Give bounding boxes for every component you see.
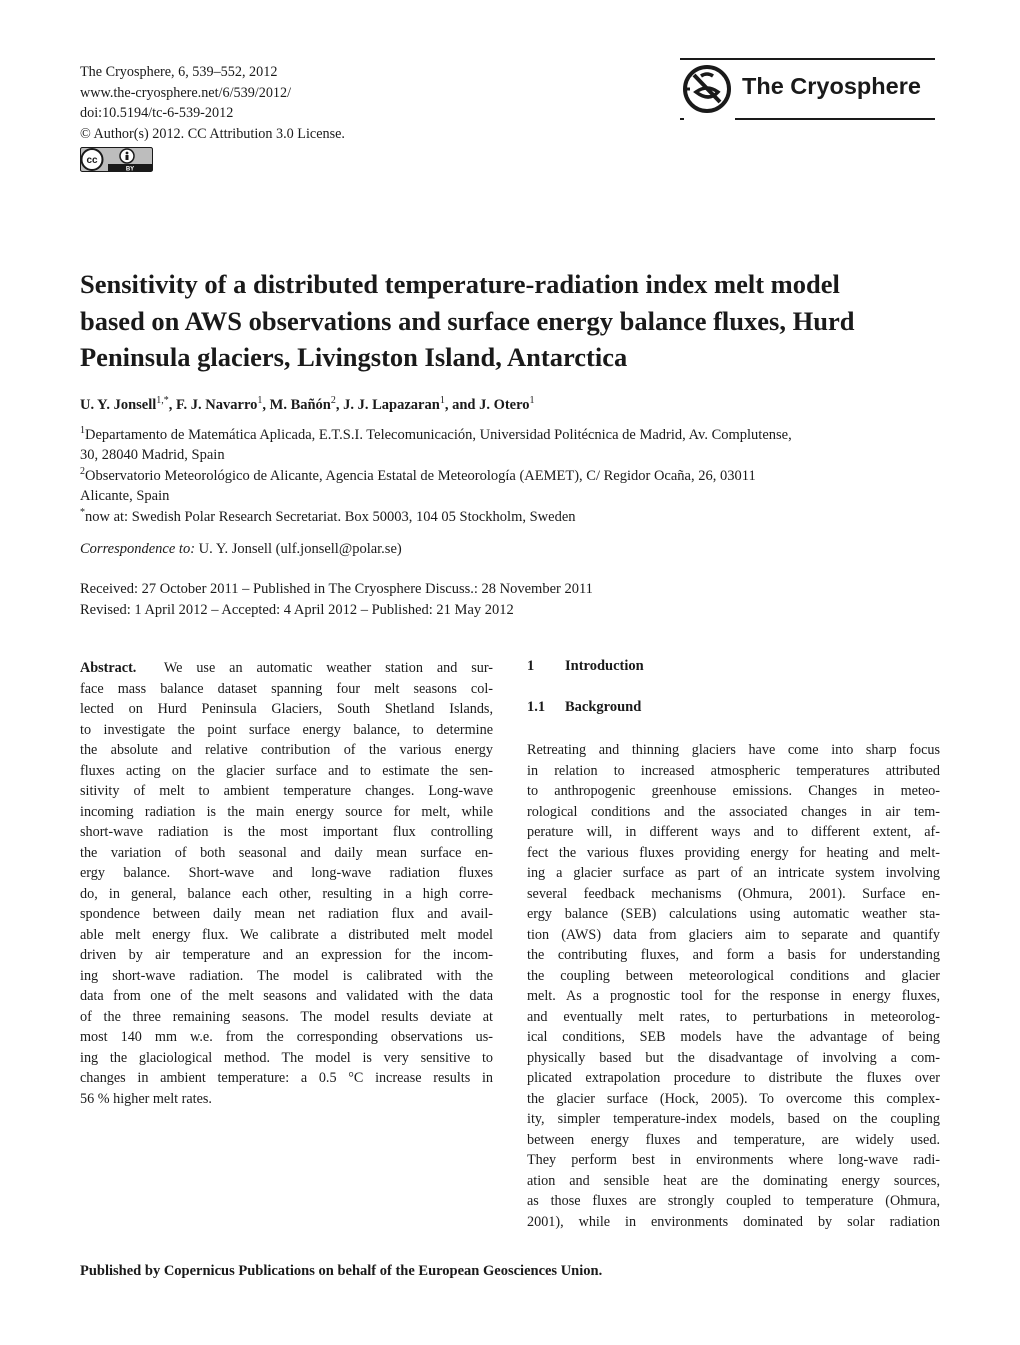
body-line: 2001), while in environments dominated by solar radiation bbox=[527, 1213, 940, 1230]
abstract-line: of the three remaining seasons. The model results deviate at bbox=[80, 1008, 493, 1025]
author-name: M. Bañón bbox=[269, 397, 331, 413]
body-line: ing a glacier surface as part of an intricate system involving bbox=[527, 865, 940, 881]
section-number: 1 bbox=[527, 658, 535, 674]
abstract-line: to investigate the point surface energy balance, to determine bbox=[80, 721, 493, 738]
body-line: ity, simpler temperature-index models, based on the coupling bbox=[527, 1111, 940, 1127]
abstract-line: the absolute and relative contribution of the various energy bbox=[80, 742, 493, 758]
subsection-title: Background bbox=[565, 699, 642, 715]
body-line: the glacier surface (Hock, 2005). To overcome this complex- bbox=[527, 1090, 940, 1107]
author-name: U. Y. Jonsell bbox=[80, 397, 157, 413]
article-title bbox=[80, 266, 950, 376]
license-text: © Author(s) 2012. CC Attribution 3.0 License. bbox=[80, 125, 345, 142]
logo-rule-top bbox=[680, 58, 935, 60]
dates-line-received: Received: 27 October 2011 – Published in The Cryosphere Discuss.: 28 November 2011 bbox=[80, 581, 593, 597]
abstract-line: spondence between daily mean net radiation flux and avail- bbox=[80, 906, 493, 922]
publication-dates bbox=[80, 579, 593, 620]
cc-by-license-badge-icon[interactable] bbox=[80, 147, 153, 172]
abstract-line: data from one of the melt seasons and validated with the data bbox=[80, 988, 493, 1004]
abstract bbox=[80, 658, 493, 1109]
section-title: Introduction bbox=[565, 658, 644, 674]
affiliation-mark: * bbox=[80, 506, 85, 518]
body-line: rological conditions and the associated changes in air tem- bbox=[527, 803, 940, 820]
body-line: several feedback mechanisms (Ohmura, 2001). Surface en- bbox=[527, 885, 940, 902]
author-affiliation-mark: 2 bbox=[330, 395, 336, 406]
author-name: J. Otero bbox=[479, 397, 530, 413]
body-line: melt. As a prognostic tool for the response in energy fluxes, bbox=[527, 988, 940, 1004]
abstract-line: most 140 mm w.e. from the corresponding observations us- bbox=[80, 1029, 493, 1045]
affiliation-text: Departamento de Matemática Aplicada, E.T.S.I. Telecomunicación, Universidad Politécnica de Madrid, Av. Complutense, bbox=[85, 427, 792, 443]
body-line: They perform best in environments where long-wave radi- bbox=[527, 1152, 940, 1168]
body-line: fect the various fluxes providing energy for heating and melt- bbox=[527, 844, 940, 861]
author-separator: , bbox=[262, 397, 270, 413]
correspondence-email[interactable]: U. Y. Jonsell (ulf.jonsell@polar.se) bbox=[195, 541, 402, 557]
logo-rule-bottom bbox=[735, 118, 935, 120]
affiliation-line bbox=[80, 466, 950, 486]
author-list bbox=[80, 397, 535, 414]
body-line: ergy balance (SEB) calculations using automatic weather sta- bbox=[527, 906, 940, 922]
body-line: physically based but the disadvantage of involving a com- bbox=[527, 1049, 940, 1066]
title-line: based on AWS observations and surface energy balance fluxes, Hurd bbox=[80, 305, 855, 336]
abstract-line: ergy balance. Short-wave and long-wave radiation fluxes bbox=[80, 865, 493, 881]
body-line: ation and sensible heat are the dominating energy sources, bbox=[527, 1172, 940, 1189]
abstract-line: the variation of both seasonal and daily mean surface en- bbox=[80, 844, 493, 861]
abstract-line: lected on Hurd Peninsula Glaciers, South Shetland Islands, bbox=[80, 701, 493, 717]
body-line: the contributing fluxes, and form a basis for understanding bbox=[527, 947, 940, 963]
author-affiliation-mark: 1 bbox=[439, 395, 445, 406]
body-line: in relation to increased atmospheric temperatures attributed bbox=[527, 762, 940, 779]
abstract-line bbox=[80, 658, 493, 679]
body-line: and eventually melt rates, to perturbations in meteorolog- bbox=[527, 1008, 940, 1025]
author-separator: , bbox=[168, 397, 177, 413]
body-line: ical conditions, SEB models have the advantage of being bbox=[527, 1029, 940, 1045]
affiliation-mark: 2 bbox=[80, 465, 85, 477]
author-separator: , bbox=[335, 397, 344, 413]
correspondence bbox=[80, 541, 402, 558]
cryosphere-emblem-icon bbox=[680, 62, 734, 116]
journal-citation: The Cryosphere, 6, 539–552, 2012 bbox=[80, 64, 278, 80]
abstract-line: ing short-wave radiation. The model is calibrated with the bbox=[80, 967, 493, 984]
cc-badge-by-text: BY bbox=[125, 166, 135, 172]
author-affiliation-mark: 1,* bbox=[156, 395, 169, 406]
abstract-line: able melt energy flux. We calibrate a distributed melt model bbox=[80, 926, 493, 943]
author-affiliation-mark: 1 bbox=[257, 395, 263, 406]
author-name: J. J. Lapazaran bbox=[343, 397, 440, 413]
author-separator: , and bbox=[444, 397, 480, 413]
journal-metadata bbox=[80, 62, 345, 144]
body-line: as those fluxes are strongly coupled to temperature (Ohmura, bbox=[527, 1193, 940, 1209]
affiliation-text: Observatorio Meteorológico de Alicante, Agencia Estatal de Meteorología (AEMET), C/ Regidor Ocaña, 26, 03011 bbox=[85, 467, 756, 484]
subsection-number: 1.1 bbox=[527, 699, 546, 715]
body-line: plicated extrapolation procedure to distribute the fluxes over bbox=[527, 1070, 940, 1086]
body-line: Retreating and thinning glaciers have come into sharp focus bbox=[527, 742, 940, 758]
journal-logo-text: The Cryosphere bbox=[742, 73, 921, 99]
abstract-line: fluxes acting on the glacier surface and to estimate the sen- bbox=[80, 762, 493, 779]
body-line: perature will, in different ways and to different extent, af- bbox=[527, 824, 940, 840]
cc-badge-cc-text: cc bbox=[86, 155, 98, 166]
abstract-label: Abstract. bbox=[80, 660, 137, 676]
body-line: between energy fluxes and temperature, are widely used. bbox=[527, 1131, 940, 1148]
abstract-line: 56 % higher melt rates. bbox=[80, 1090, 212, 1107]
body-line: the coupling between meteorological conditions and glacier bbox=[527, 967, 940, 984]
affiliation-line bbox=[80, 507, 950, 527]
subsection-heading-background bbox=[527, 699, 641, 716]
introduction-body bbox=[527, 740, 940, 1232]
affiliation-text: now at: Swedish Polar Research Secretariat. Box 50003, 104 05 Stockholm, Sweden bbox=[85, 508, 576, 525]
dates-line-revised: Revised: 1 April 2012 – Accepted: 4 April 2012 – Published: 21 May 2012 bbox=[80, 601, 514, 618]
logo-rule-tick bbox=[680, 118, 684, 120]
body-line: tion (AWS) data from glaciers aim to separate and quantify bbox=[527, 926, 940, 943]
affiliation-line: Alicante, Spain bbox=[80, 488, 170, 505]
title-line: Peninsula glaciers, Livingston Island, Antarctica bbox=[80, 342, 628, 372]
body-line: to anthropogenic greenhouse emissions. Changes in meteo- bbox=[527, 783, 940, 799]
publisher-footer: Published by Copernicus Publications on behalf of the European Geosciences Union. bbox=[80, 1263, 603, 1279]
affiliation-mark: 1 bbox=[80, 425, 85, 436]
abstract-line: face mass balance dataset spanning four melt seasons col- bbox=[80, 680, 493, 697]
abstract-line: ing the glaciological method. The model is very sensitive to bbox=[80, 1049, 493, 1066]
title-line: Sensitivity of a distributed temperature-radiation index melt model bbox=[80, 269, 840, 299]
abstract-text: We use an automatic weather station and sur- bbox=[163, 660, 493, 676]
affiliation-line bbox=[80, 425, 950, 445]
affiliation-line: 30, 28040 Madrid, Spain bbox=[80, 447, 225, 464]
abstract-line: driven by air temperature and an expression for the incom- bbox=[80, 947, 493, 963]
abstract-line: sitivity of melt to ambient temperature changes. Long-wave bbox=[80, 783, 493, 799]
abstract-line: short-wave radiation is the most important flux controlling bbox=[80, 824, 493, 840]
affiliation-list bbox=[80, 425, 950, 527]
doi-link[interactable]: doi:10.5194/tc-6-539-2012 bbox=[80, 105, 234, 121]
author-affiliation-mark: 1 bbox=[529, 395, 535, 406]
author-name: F. J. Navarro bbox=[176, 397, 258, 413]
abstract-line: do, in general, balance each other, resulting in a high corre- bbox=[80, 885, 493, 902]
section-heading-introduction bbox=[527, 658, 644, 675]
abstract-line: changes in ambient temperature: a 0.5 °C increase results in bbox=[80, 1070, 493, 1086]
correspondence-label: Correspondence to: bbox=[80, 541, 196, 557]
abstract-line: incoming radiation is the main energy source for melt, while bbox=[80, 803, 493, 820]
journal-url-link[interactable]: www.the-cryosphere.net/6/539/2012/ bbox=[80, 84, 292, 101]
